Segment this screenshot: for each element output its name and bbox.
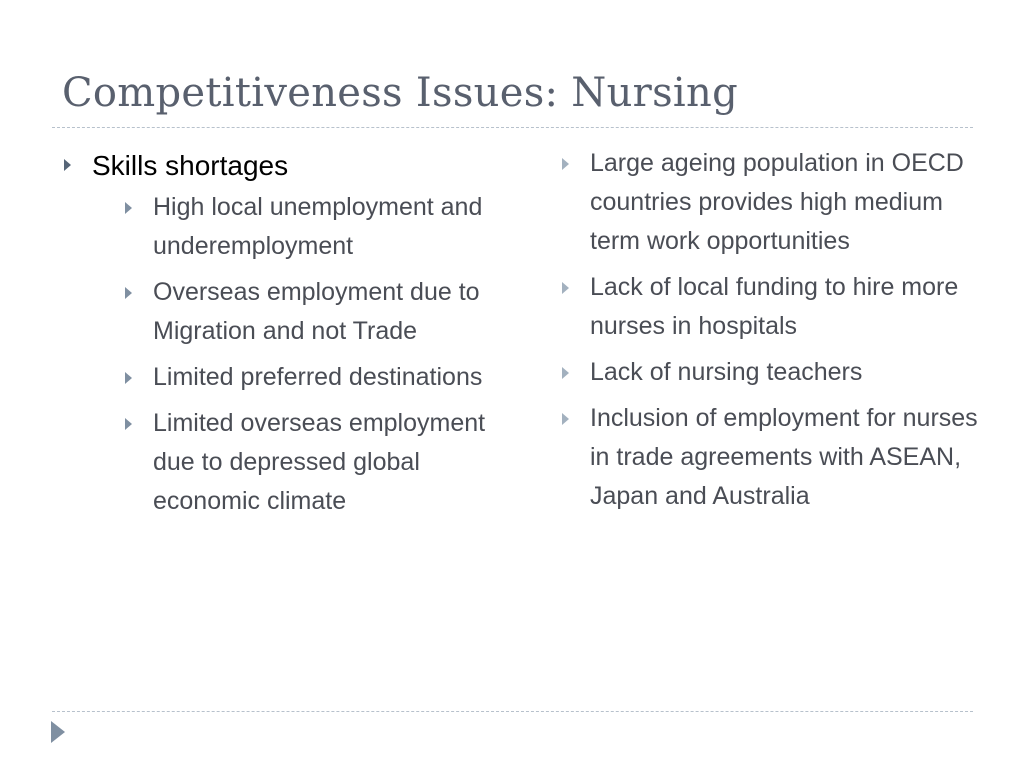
list-item	[560, 353, 980, 392]
bullet-triangle-icon	[562, 413, 569, 425]
bullet-triangle-icon	[562, 158, 569, 170]
bullet-triangle-icon	[125, 372, 132, 384]
list-item-text: Lack of local funding to hire more nurses in hospitals	[590, 273, 959, 340]
list-item-text: Limited preferred destinations	[153, 363, 483, 391]
sub-bullet-list	[123, 188, 502, 521]
list-item	[560, 268, 980, 346]
next-slide-play-icon[interactable]	[51, 721, 65, 743]
left-column	[62, 144, 502, 528]
top-divider	[52, 127, 973, 128]
bullet-triangle-icon	[125, 287, 132, 299]
list-item-skills-shortages	[62, 144, 502, 521]
bullet-triangle-icon	[64, 159, 71, 171]
list-item-text: Limited overseas employment due to depressed global economic climate	[153, 409, 486, 515]
list-item	[123, 358, 502, 397]
list-item	[123, 188, 502, 266]
list-item	[560, 144, 980, 261]
bullet-triangle-icon	[125, 418, 132, 430]
list-item	[123, 404, 502, 521]
list-item-text: Large ageing population in OECD countries provides high medium term work opportunities	[590, 149, 964, 255]
left-bullet-list	[62, 144, 502, 521]
bullet-triangle-icon	[562, 282, 569, 294]
list-item-text: Lack of nursing teachers	[590, 358, 863, 386]
slide-title: Competitiveness Issues: Nursing	[62, 70, 738, 116]
bullet-triangle-icon	[562, 367, 569, 379]
list-item	[560, 399, 980, 516]
bottom-divider	[52, 711, 973, 712]
list-item-text: High local unemployment and underemployment	[153, 193, 483, 260]
list-item-text: Overseas employment due to Migration and not Trade	[153, 278, 480, 345]
list-item-text: Inclusion of employment for nurses in trade agreements with ASEAN, Japan and Australia	[590, 404, 978, 510]
right-column	[560, 144, 980, 523]
right-bullet-list	[560, 144, 980, 516]
list-item	[123, 273, 502, 351]
bullet-triangle-icon	[125, 202, 132, 214]
list-item-heading: Skills shortages	[92, 150, 289, 181]
